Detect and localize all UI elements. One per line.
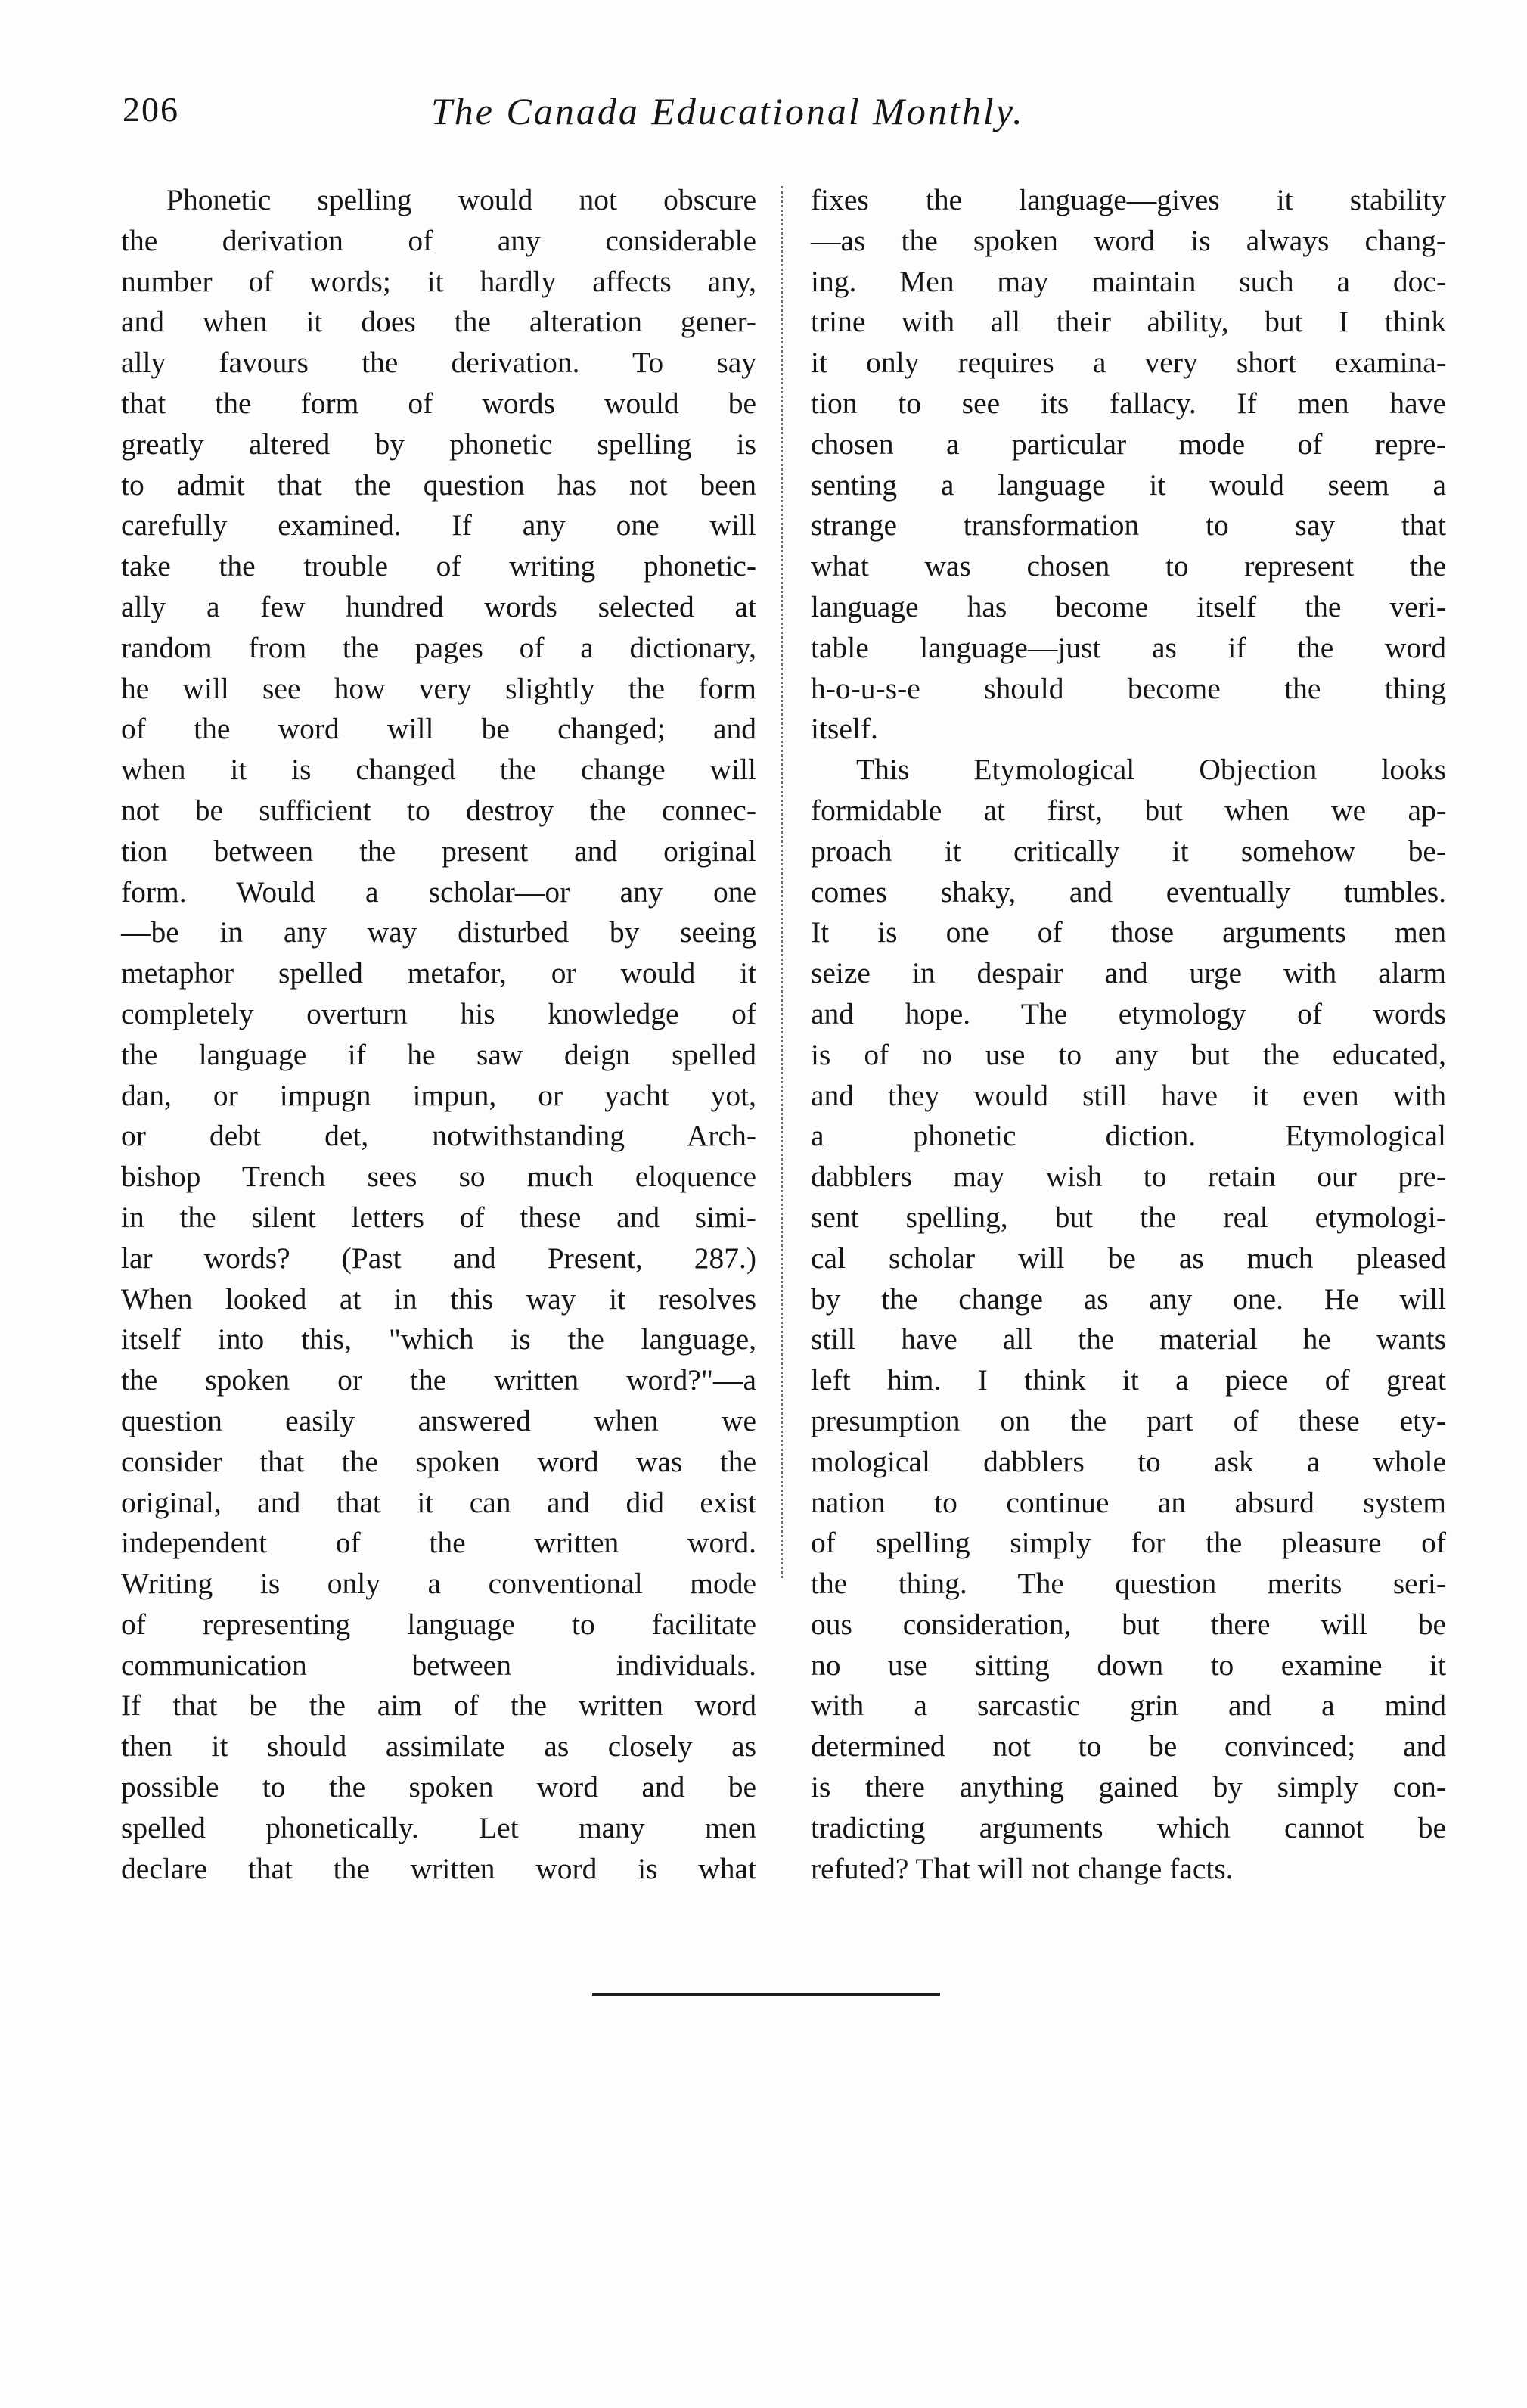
text-line: lar words? (Past and Present, 287.) (121, 1241, 756, 1275)
text-line: ing. Men may maintain such a doc- (811, 264, 1446, 298)
text-line: mological dabblers to ask a whole (811, 1444, 1446, 1478)
text-line: determined not to be convinced; and (811, 1729, 1446, 1763)
text-line: or debt det, notwithstanding Arch- (121, 1119, 756, 1153)
text-line: of the word will be changed; and (121, 712, 756, 746)
text-line: question easily answered when we (121, 1403, 756, 1437)
text-line: nation to continue an absurd system (811, 1485, 1446, 1519)
text-line: then it should assimilate as closely as (121, 1729, 756, 1763)
text-line: bishop Trench sees so much eloquence (121, 1160, 756, 1194)
text-line: is of no use to any but the educated, (811, 1037, 1446, 1071)
text-line: independent of the written word. (121, 1526, 756, 1560)
text-line: with a sarcastic grin and a mind (811, 1689, 1446, 1723)
text-line: no use sitting down to examine it (811, 1648, 1446, 1682)
text-line: declare that the written word is what (121, 1851, 756, 1885)
text-line: senting a language it would seem a (811, 468, 1446, 502)
text-line: ally a few hundred words selected at (121, 589, 756, 623)
text-line: sent spelling, but the real etymologi- (811, 1200, 1446, 1234)
text-line: formidable at first, but when we ap- (811, 793, 1446, 827)
text-line: tion to see its fallacy. If men have (811, 386, 1446, 420)
text-line: Phonetic spelling would not obscure (166, 183, 756, 216)
text-line: the thing. The question merits seri- (811, 1567, 1446, 1601)
right-column (811, 180, 1446, 1889)
text-line: seize in despair and urge with alarm (811, 956, 1446, 990)
text-line: left him. I think it a piece of great (811, 1363, 1446, 1397)
text-line: of representing language to facilitate (121, 1607, 756, 1641)
text-line: still have all the material he wants (811, 1322, 1446, 1356)
text-line: form. Would a scholar—or any one (121, 875, 756, 909)
text-line: completely overturn his knowledge of (121, 996, 756, 1030)
text-line: dabblers may wish to retain our pre- (811, 1160, 1446, 1194)
text-line: proach it critically it somehow be- (811, 834, 1446, 868)
text-line: a phonetic diction. Etymological (811, 1119, 1446, 1153)
text-line: tradicting arguments which cannot be (811, 1810, 1446, 1844)
text-line: the spoken or the written word?"—a (121, 1363, 756, 1397)
text-line: not be sufficient to destroy the connec- (121, 793, 756, 827)
text-line: consider that the spoken word was the (121, 1444, 756, 1478)
text-line: comes shaky, and eventually tumbles. (811, 875, 1446, 909)
text-line: metaphor spelled metafor, or would it (121, 956, 756, 990)
text-line: spelled phonetically. Let many men (121, 1810, 756, 1844)
text-line: possible to the spoken word and be (121, 1770, 756, 1804)
text-line: when it is changed the change will (121, 753, 756, 787)
text-line: that the form of words would be (121, 386, 756, 420)
text-line: carefully examined. If any one will (121, 508, 756, 542)
text-line: what was chosen to represent the (811, 549, 1446, 583)
text-line: dan, or impugn impun, or yacht yot, (121, 1078, 756, 1112)
text-line: language has become itself the veri- (811, 589, 1446, 623)
running-title: The Canada Educational Monthly. (431, 90, 1025, 132)
text-line: ous consideration, but there will be (811, 1607, 1446, 1641)
text-line: cal scholar will be as much pleased (811, 1241, 1446, 1275)
text-line: —be in any way disturbed by seeing (121, 915, 756, 949)
text-line: random from the pages of a dictionary, (121, 630, 756, 664)
section-end-rule (592, 1993, 940, 1996)
text-line: table language—just as if the word (811, 630, 1446, 664)
text-line: original, and that it can and did exist (121, 1485, 756, 1519)
text-line: refuted? That will not change facts. (811, 1851, 1234, 1885)
text-line: the derivation of any considerable (121, 223, 756, 257)
text-line: greatly altered by phonetic spelling is (121, 427, 756, 461)
text-line: If that be the aim of the written word (121, 1689, 756, 1723)
text-line: tion between the present and original (121, 834, 756, 868)
text-line: itself into this, "which is the language, (121, 1322, 756, 1356)
text-line: the language if he saw deign spelled (121, 1037, 756, 1071)
text-line: number of words; it hardly affects any, (121, 264, 756, 298)
text-line: When looked at in this way it resolves (121, 1282, 756, 1316)
text-line: h-o-u-s-e should become the thing (811, 671, 1446, 705)
text-line: he will see how very slightly the form (121, 671, 756, 705)
text-line: Writing is only a conventional mode (121, 1567, 756, 1601)
left-column (121, 180, 756, 1889)
text-line: chosen a particular mode of repre- (811, 427, 1446, 461)
text-line: communication between individuals. (121, 1648, 756, 1682)
text-line: is there anything gained by simply con- (811, 1770, 1446, 1804)
text-line: fixes the language—gives it stability (811, 183, 1446, 216)
text-line: itself. (811, 712, 878, 746)
page-number: 206 (123, 90, 179, 129)
text-line: It is one of those arguments men (811, 915, 1446, 949)
text-line: by the change as any one. He will (811, 1282, 1446, 1316)
text-line: and they would still have it even with (811, 1078, 1446, 1112)
column-divider (781, 186, 783, 1578)
text-line: and hope. The etymology of words (811, 996, 1446, 1030)
text-line: This Etymological Objection looks (856, 753, 1446, 787)
text-line: of spelling simply for the pleasure of (811, 1526, 1446, 1560)
text-line: strange transformation to say that (811, 508, 1446, 542)
text-line: —as the spoken word is always chang- (811, 223, 1446, 257)
text-line: trine with all their ability, but I think (811, 305, 1446, 339)
text-line: take the trouble of writing phonetic- (121, 549, 756, 583)
text-line: presumption on the part of these ety- (811, 1403, 1446, 1437)
text-line: to admit that the question has not been (121, 468, 756, 502)
text-line: it only requires a very short examina- (811, 346, 1446, 380)
text-line: ally favours the derivation. To say (121, 346, 756, 380)
text-line: and when it does the alteration gener- (121, 305, 756, 339)
text-line: in the silent letters of these and simi- (121, 1200, 756, 1234)
